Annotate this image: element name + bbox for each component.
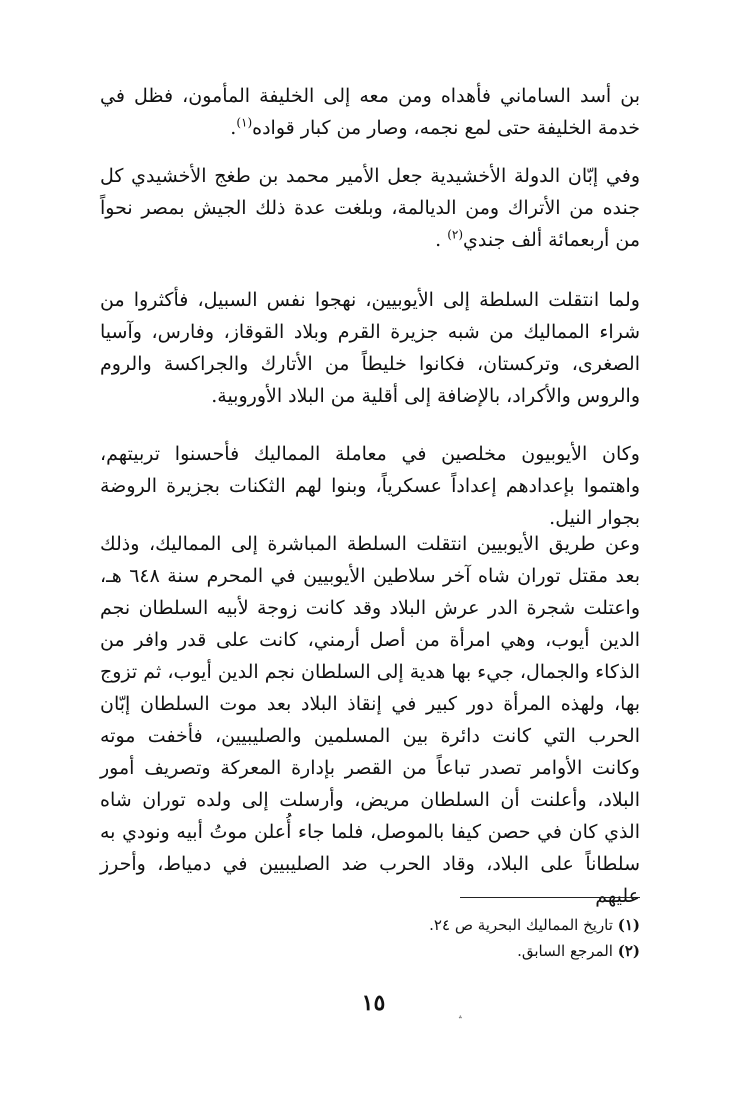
- paragraph-2-text: وفي إبّان الدولة الأخشيدية جعل الأمير محمد بن طغج الأخشيدي كل جنده من الأتراك ومن الديالمة، وبلغت عدة ذلك الجيش بمصر نحواً من أربعمائة ألف جندي: [100, 165, 640, 251]
- ink-speck: ؞: [458, 1015, 463, 1024]
- footnote-ref-2: (٢): [447, 227, 464, 242]
- footnote-1-text: تاريخ المماليك البحرية ص ٢٤.: [429, 916, 613, 934]
- footnote-2-text: المرجع السابق.: [517, 942, 613, 960]
- paragraph-4-text: وكان الأيوبيون مخلصين في معاملة المماليك فأحسنوا تربيتهم، واهتموا بإعدادهم إعداداً عسكرياً، وبنوا لهم الثكنات بجزيرة الروضة بجوار النيل.: [100, 443, 640, 529]
- paragraph-1: [100, 80, 640, 144]
- paragraph-4: [100, 438, 640, 534]
- paragraph-3: [100, 284, 640, 412]
- footnote-2: [300, 938, 640, 964]
- paragraph-2-tail: .: [435, 229, 448, 251]
- paragraph-1-tail: .: [230, 117, 237, 139]
- footnote-1: [300, 912, 640, 938]
- page-number: ١٥: [361, 990, 386, 1016]
- paragraph-2: [100, 160, 640, 256]
- paragraph-1-text: بن أسد الساماني فأهداه ومن معه إلى الخليفة المأمون، فظل في خدمة الخليفة حتى لمع نجمه، وصار من كبار قواده: [100, 85, 640, 139]
- paragraph-3-text: ولما انتقلت السلطة إلى الأيوبيين، نهجوا نفس السبيل، فأكثروا من شراء المماليك من شبه جزيرة القرم وبلاد القوقاز، وفارس، وآسيا الصغرى، وتركستان، فكانوا خليطاً من الأتارك والجراكسة والروم والروس والأكراد، بالإضافة إلى أقلية من البلاد الأوروبية.: [100, 289, 640, 407]
- footnote-2-number: (٢): [617, 942, 640, 960]
- footnote-divider: [460, 897, 640, 898]
- footnote-1-number: (١): [617, 916, 640, 934]
- paragraph-5-text: وعن طريق الأيوبيين انتقلت السلطة المباشرة إلى المماليك، وذلك بعد مقتل توران شاه آخر سلاطين الأيوبيين في المحرم سنة ٦٤٨ هـ، واعتلت شجرة الدر عرش البلاد وقد كانت زوجة لأبيه السلطان نجم الدين أيوب، وهي امرأة من أصل أرمني، كانت على قدر وافر من الذكاء والجمال، جيء بها هدية إلى السلطان نجم الدين أيوب، ثم تزوج بها، ولهذه المرأة دور كبير في إنقاذ البلاد بعد موت السلطان إبّان الحرب التي كانت دائرة بين المسلمين والصليبيين، فأخفت موته وكانت الأوامر تصدر تباعاً من القصر بإدارة المعركة وتصريف أمور البلاد، وأعلنت أن السلطان مريض، وأرسلت إلى ولده توران شاه الذي كان في حصن كيفا بالموصل، فلما جاء أُعلن موتُ أبيه ونودي به سلطاناً على البلاد، وقاد الحرب ضد الصليبيين في دمياط، وأحرز عليهم: [100, 533, 640, 907]
- footnotes: [300, 912, 640, 964]
- footnote-ref-1: (١): [236, 115, 253, 130]
- paragraph-5: [100, 528, 640, 912]
